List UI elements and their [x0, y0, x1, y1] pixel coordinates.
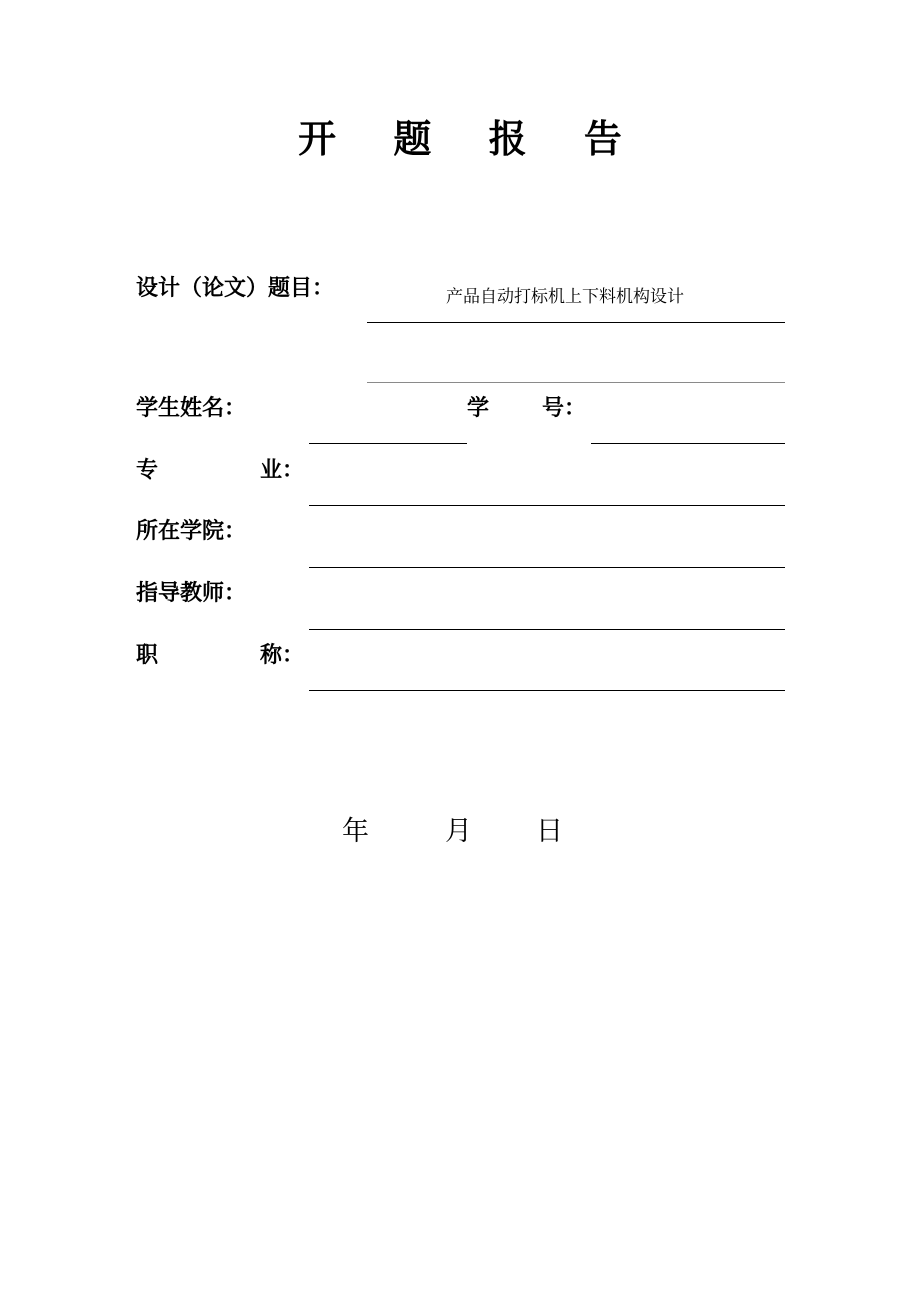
student-id-label-char1: 学	[467, 396, 490, 421]
date-year-label: 年	[342, 816, 369, 847]
professional-title-label-char2: 称：	[260, 643, 305, 668]
college-label: 所在学院：	[136, 519, 247, 544]
page-title: 开 题 报 告	[298, 116, 644, 161]
topic-label: 设计（论文）题目：	[136, 276, 335, 301]
college-underline[interactable]	[309, 567, 785, 568]
topic-value[interactable]: 产品自动打标机上下料机构设计	[446, 287, 684, 307]
major-label-char1: 专	[136, 458, 159, 483]
advisor-underline[interactable]	[309, 629, 785, 630]
major-label-char2: 业：	[260, 458, 305, 483]
advisor-label: 指导教师：	[136, 581, 247, 606]
student-id-label-char2: 号：	[542, 396, 587, 421]
student-id-underline[interactable]	[591, 443, 785, 444]
professional-title-underline[interactable]	[309, 690, 785, 691]
date-day-label: 日	[536, 816, 563, 847]
topic-underline-1	[367, 322, 785, 323]
professional-title-label-char1: 职	[136, 643, 159, 668]
student-name-underline[interactable]	[309, 443, 467, 444]
date-month-label: 月	[445, 816, 472, 847]
topic-underline-2	[367, 382, 785, 383]
major-underline[interactable]	[309, 505, 785, 506]
student-name-label: 学生姓名：	[136, 396, 247, 421]
